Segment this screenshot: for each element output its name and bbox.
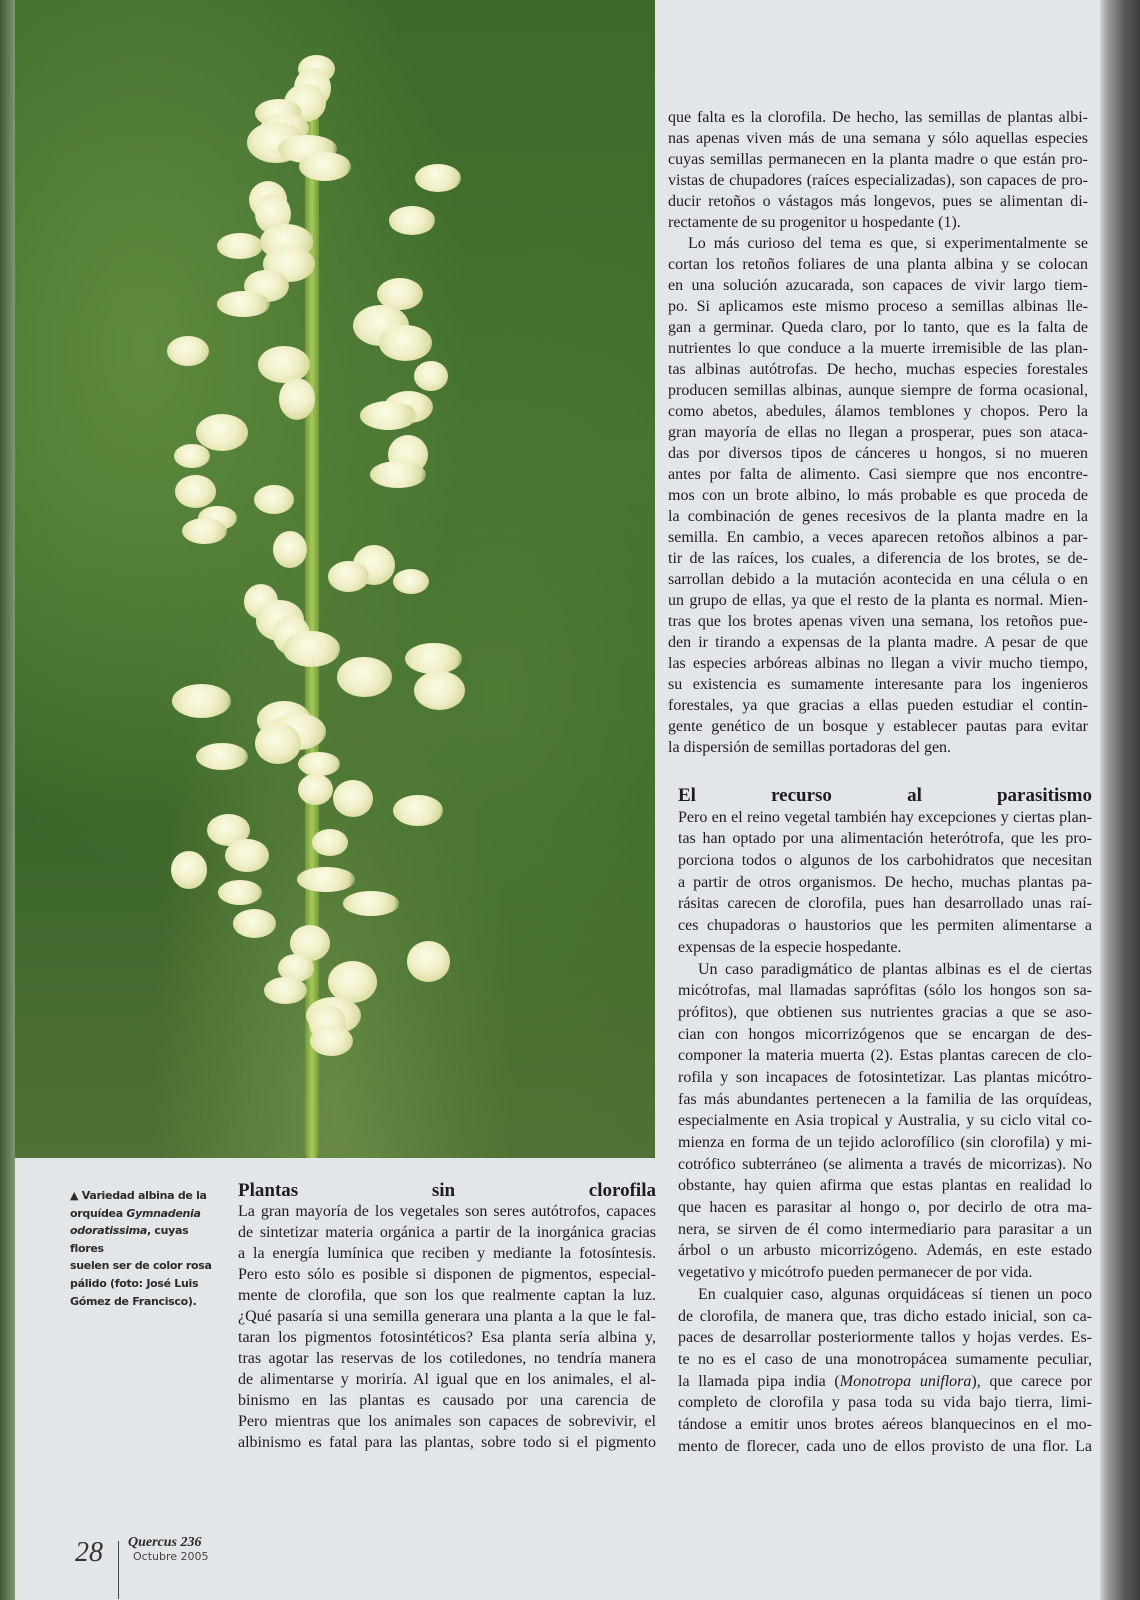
text-line: cian con hongos micorrizógenos que se encargan de des-	[678, 1025, 1092, 1043]
orchid-flower	[389, 206, 435, 234]
orchid-flower	[415, 164, 461, 192]
orchid-flower	[233, 909, 276, 937]
italic-text: Monotropa uniflora	[839, 1372, 972, 1390]
text-line: Lo más curioso del tema es que, si experimentalmente se	[688, 235, 1088, 252]
orchid-flower	[405, 643, 462, 674]
text-line: po. Si aplicamos este mismo proceso a semillas albinas lle-	[668, 298, 1088, 315]
caption-line	[70, 1257, 220, 1275]
text-line: obstante, hay quien afirma que estas plantas en realidad lo	[678, 1177, 1092, 1195]
text-line: cortan los retoños foliares de una planta albina y se colocan	[668, 256, 1088, 273]
text-run: pálido (foto: José Luis	[70, 1276, 199, 1290]
orchid-flower	[337, 657, 391, 697]
section-heading: El recurso al parasitismo	[678, 785, 1092, 806]
text-line: fas más abundantes pertenecen a la familia de las orquídeas,	[678, 1090, 1092, 1108]
text-line: nas apenas viven más de una semana y sólo aquellas especies	[668, 130, 1088, 147]
text-line: producen semillas albinas, aunque siempre de forma ocasional,	[668, 382, 1088, 399]
orchid-flower	[258, 346, 310, 383]
text-line: tas han optado por una alimentación heterótrofa, que les pro-	[678, 830, 1092, 848]
text-line: paces de desarrollar posteriormente tallos y hojas verdes. Es-	[678, 1329, 1092, 1347]
orchid-flower	[225, 839, 269, 872]
text-line: tas albinas autótrofas. De hecho, muchas especies forestales	[668, 361, 1088, 378]
text-line: componer la materia muerta (2). Estas plantas carecen de clo-	[678, 1047, 1092, 1065]
page-number: 28	[75, 1537, 103, 1568]
text-line: rectamente de su progenitor u hospedante (1).	[668, 214, 961, 231]
text-line: especialmente en Asia tropical y Australia, y su ciclo vital co-	[678, 1112, 1092, 1130]
orchid-flower	[196, 414, 248, 451]
orchid-flower	[414, 671, 465, 710]
orchid-flower	[299, 152, 350, 181]
text-run: ), que carece por	[971, 1372, 1092, 1390]
text-line: Pero mientras que los animales son capaces de sobrevivir, el	[238, 1413, 656, 1430]
text-line: la dispersión de semillas portadoras del gen.	[668, 739, 952, 756]
text-line: cotrófico subterráneo (se alimenta a través de micorrizas). No	[678, 1155, 1092, 1173]
text-run: orquídea	[70, 1206, 127, 1220]
text-line: cuyas semillas permanecen en la planta madre o que están pro-	[668, 151, 1088, 168]
text-line: mienza en forma de un tejido aclorofílico (sin clorofila) y mi-	[678, 1134, 1092, 1151]
article-body	[238, 1201, 656, 1453]
text-line: tras que los brotes apenas viven una semana, los retoños pue-	[668, 613, 1088, 630]
text-line: árbol o un arbusto micorrizógeno. Además, en este estado	[678, 1242, 1092, 1260]
text-line: a partir de otros organismos. De hecho, muchas plantas pa-	[678, 873, 1092, 891]
text-line: forestales, ya que gracias a ellas pueden estudiar el contin-	[668, 697, 1088, 714]
text-line: que hacen es parasitar al hongo o, por decirlo de otra ma-	[678, 1199, 1092, 1217]
orchid-flower	[393, 569, 429, 594]
text-line	[678, 1371, 1092, 1393]
issue-date: Octubre 2005	[133, 1550, 209, 1563]
text-line: gan a germinar. Queda claro, por lo tanto, que es la falta de	[668, 319, 1088, 336]
orchid-flower	[218, 880, 262, 905]
text-line: den ir tirando a expensas de la planta madre. A pesar de que	[668, 634, 1088, 651]
text-line: sarrollan debido a la mutación acontecida en una célula o en	[668, 571, 1088, 588]
magazine-name: Quercus 236	[128, 1535, 202, 1550]
text-line: un grupo de ellas, ya que el resto de la planta es normal. Mien-	[668, 592, 1088, 609]
text-line: completo de clorofila y pasa toda su vida bajo tierra, limi-	[678, 1394, 1092, 1412]
text-line: vistas de chupadores (raíces especializadas), son capaces de pro-	[668, 172, 1088, 189]
text-line: te no es el caso de una monotropácea sumamente peculiar,	[678, 1350, 1092, 1368]
text-run: Gómez de Francisco).	[70, 1294, 197, 1308]
orchid-stem	[305, 60, 319, 1158]
text-run: Variedad albina de la	[81, 1189, 207, 1202]
orchid-flower	[273, 531, 307, 569]
text-line: ¿Qué pasaría si una semilla generara una planta a la que le fal-	[238, 1308, 656, 1325]
orchid-flower	[310, 1026, 353, 1056]
text-line: Un caso paradigmático de plantas albinas es el de ciertas	[698, 960, 1092, 978]
text-line: taran los pigmentos fotosintéticos? Esa planta sería albina y,	[238, 1329, 656, 1346]
text-line: das por diversos tipos de cánceres u hongos, si no mueren	[668, 445, 1088, 462]
text-line: binismo en las plantas es causado por una carencia de	[238, 1392, 656, 1409]
section-heading: Plantas sin clorofila	[238, 1180, 656, 1201]
orchid-flower	[255, 723, 301, 765]
orchid-flower	[172, 684, 231, 718]
orchid-flower	[360, 401, 417, 430]
caption-line	[70, 1222, 220, 1257]
caption-text	[70, 1187, 220, 1310]
text-line: Pero esto sólo es posible si disponen de pigmentos, especial-	[238, 1266, 656, 1283]
text-line: albinismo es fatal para las plantas, sobre todo si el pigmento	[238, 1434, 656, 1451]
text-line: La gran mayoría de los vegetales son seres autótrofos, capaces	[238, 1203, 656, 1220]
text-line: ducir retoños o vástagos más longevos, pues se alimentan di-	[668, 193, 1088, 210]
text-line: prófitos), que obtienen sus nutrientes gracias a que se aso-	[678, 1003, 1092, 1021]
orchid-flower	[279, 378, 315, 420]
text-run: la llamada pipa india (	[678, 1372, 840, 1390]
orchid-flower	[328, 561, 369, 591]
article-column-left	[238, 1180, 656, 1453]
orchid-flower	[370, 461, 426, 488]
text-line: En cualquier caso, algunas orquidáceas sí tienen un poco	[698, 1285, 1092, 1303]
orchid-flower	[312, 829, 348, 856]
text-line: semilla. En cambio, a veces aparecen retoños albinos a par-	[668, 529, 1088, 546]
text-line: su existencia es sumamente interesante para los ingenieros	[668, 676, 1088, 693]
text-line: gran mayoría de ellas no llegan a prosperar, pues son ataca-	[668, 424, 1088, 441]
caption-line	[70, 1205, 220, 1223]
text-line: de alimentarse y moriría. Al igual que en los animales, el al-	[238, 1371, 656, 1388]
orchid-flower	[167, 336, 209, 366]
orchid-flower	[217, 291, 270, 317]
caption-line	[70, 1275, 220, 1293]
orchid-flower	[297, 867, 354, 893]
text-line: las especies arbóreas albinas no llegan a vivir mucho tiempo,	[668, 655, 1088, 672]
orchid-flower	[407, 941, 451, 982]
orchid-flower	[217, 233, 263, 259]
text-line: como abetos, abedules, álamos temblones y chopos. Pero la	[668, 403, 1088, 420]
article-body	[668, 107, 1088, 758]
orchid-flower	[196, 743, 248, 770]
article-column-right-top	[668, 107, 1088, 758]
text-line: tándose a emitir unos brotes aéreos blanquecinos en el mo-	[678, 1415, 1092, 1433]
article-column-right-bottom	[678, 785, 1092, 1457]
orchid-flower	[379, 325, 432, 361]
text-line: mento de florecer, cada uno de ellos provisto de una flor. La	[678, 1437, 1092, 1455]
orchid-photo	[15, 0, 655, 1158]
text-line: rofila y son incapaces de fotosintetizar. Las plantas micótro-	[678, 1068, 1092, 1086]
text-line: que falta es la clorofila. De hecho, las semillas de plantas albi-	[668, 109, 1088, 126]
text-line: expensas de la especie hospedante.	[678, 938, 902, 956]
orchid-flower	[264, 977, 306, 1004]
text-line: de clorofila, de manera que, tras dicho estado inicial, son ca-	[678, 1307, 1092, 1325]
orchid-flower	[254, 485, 294, 514]
orchid-flower	[343, 891, 399, 916]
text-line: micótrofas, mal llamadas saprófitas (sólo los hongos son sa-	[678, 982, 1092, 1000]
orchid-flower	[174, 444, 210, 468]
text-run: , cuyas flores	[70, 1224, 189, 1255]
text-line: mente de clorofila, que son los que realmente captan la luz.	[238, 1287, 656, 1304]
text-line: en una solución azucarada, son capaces de vivir largo tiem-	[668, 277, 1088, 294]
orchid-flower	[171, 851, 207, 888]
caption-line	[70, 1187, 220, 1205]
text-line: mos con un brote albino, lo más probable es que proceda de	[668, 487, 1088, 504]
italic-text: odoratissima	[70, 1224, 148, 1238]
page-binding-shadow	[1100, 0, 1140, 1600]
triangle-marker-icon: ▲	[70, 1189, 82, 1202]
text-line: Pero en el reino vegetal también hay excepciones y ciertas plan-	[678, 808, 1092, 826]
text-line: de sintetizar materia orgánica a partir de la inorgánica gracias	[238, 1224, 656, 1241]
orchid-flower	[333, 780, 373, 817]
text-line: antes por falta de alimento. Casi siempre que nos encontre-	[668, 466, 1088, 483]
page-left-edge	[0, 0, 15, 1600]
orchid-flower	[283, 631, 341, 667]
text-run: suelen ser de color rosa	[70, 1259, 212, 1273]
italic-text: Gymnadenia	[126, 1206, 201, 1220]
orchid-flower	[414, 361, 448, 391]
text-line: tir de las raíces, los cuales, a diferencia de los brotes, se de-	[668, 550, 1088, 567]
photo-caption	[70, 1187, 220, 1310]
text-line: la combinación de genes recesivos de la planta madre en la	[668, 508, 1088, 525]
footer-divider	[118, 1541, 119, 1599]
text-line: vegetativo y micótrofo pueden permanecer de por vida.	[678, 1264, 1033, 1282]
orchid-flower	[298, 752, 340, 776]
text-line: ces chupadoras o haustorios que les permiten alimentarse a	[678, 917, 1092, 935]
text-line: porciona todos o algunos de los carbohidratos que necesitan	[678, 852, 1092, 870]
text-line: nutrientes lo que conduce a la muerte irremisible de las plan-	[668, 340, 1088, 357]
orchid-flower	[182, 518, 226, 544]
text-line: gente genético de un bosque y establecer pautas para evitar	[668, 718, 1088, 735]
orchid-flower	[298, 774, 333, 805]
caption-line	[70, 1293, 220, 1311]
orchid-flower	[393, 795, 443, 826]
article-body	[678, 807, 1092, 1458]
orchid-flower	[175, 475, 216, 508]
text-line: nera, se sirven de él como intermediario para parasitar a un	[678, 1220, 1092, 1238]
text-line: a la energía lumínica que reciben y mediante la fotosíntesis.	[238, 1245, 656, 1262]
text-line: rásitas carecen de clorofila, pues han desarrollado unas raí-	[678, 895, 1092, 913]
text-line: tras agotar las reservas de los cotiledones, no tendría manera	[238, 1350, 656, 1367]
